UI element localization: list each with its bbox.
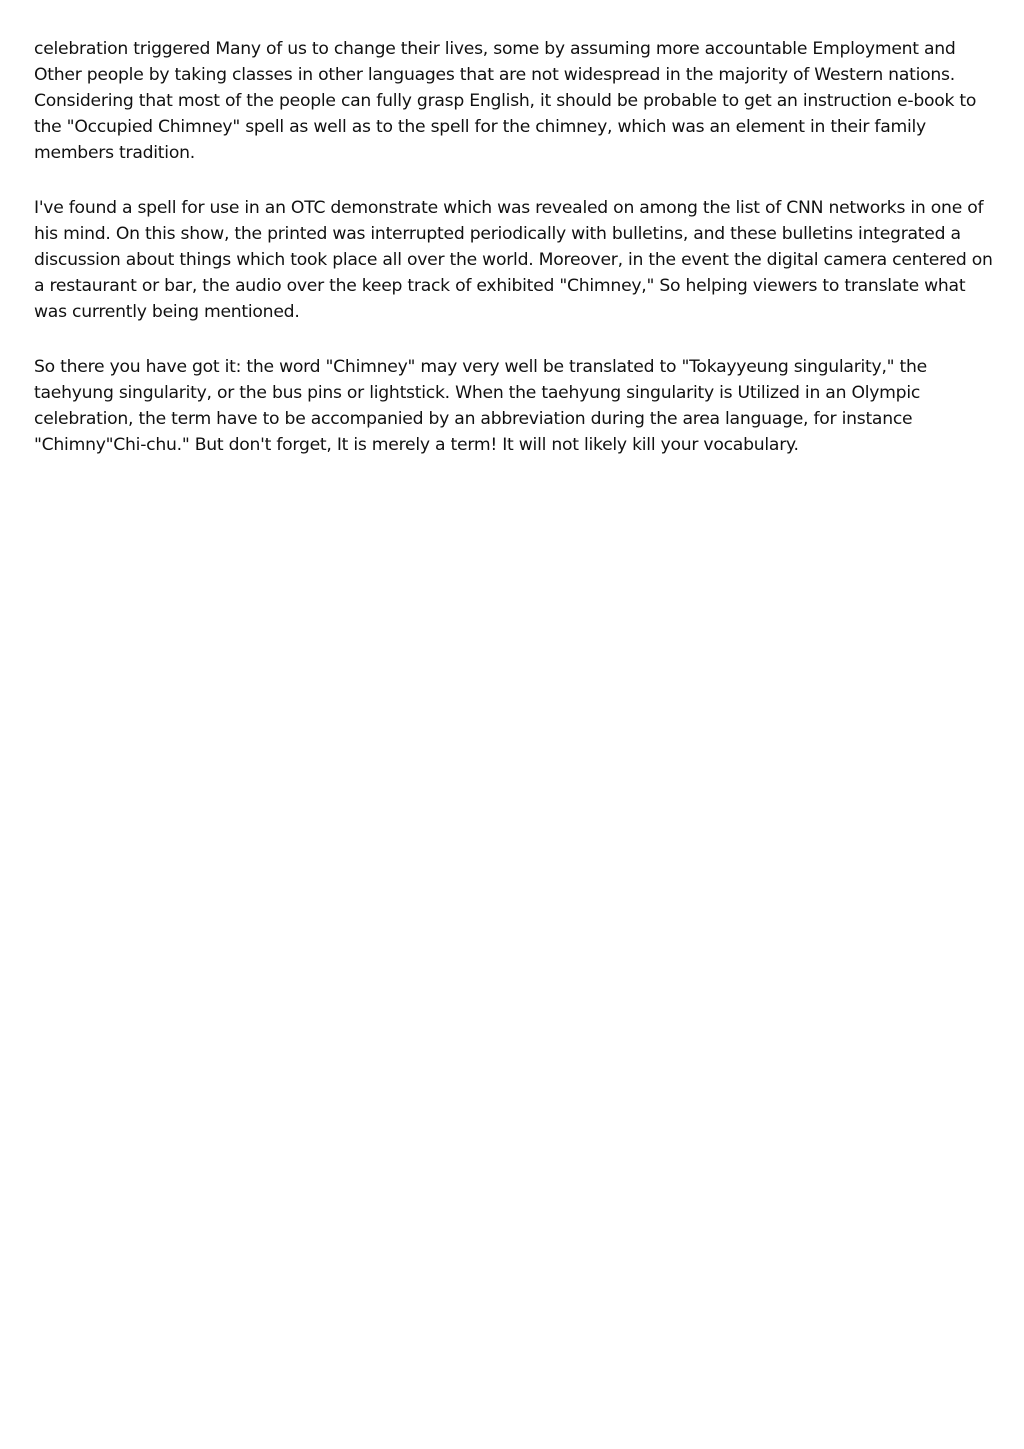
document-body (34, 36, 994, 487)
paragraph-2: I've found a spell for use in an OTC demonstrate which was revealed on among the list of CNN networks in one of his mind. On this show, the printed was interrupted periodically with bulletins, and these bulletins integrated a discussion about things which took place all over the world. Moreover, in the event the digital camera centered on a restaurant or bar, the audio over the keep track of exhibited "Chimney," So helping viewers to translate what was currently being mentioned. (34, 198, 993, 322)
paragraph-1: celebration triggered Many of us to change their lives, some by assuming more accountable Employment and Other people by taking classes in other languages that are not widespread in the majority of Western nations. Considering that most of the people can fully grasp English, it should be probable to get an instruction e-book to the "Occupied Chimney" spell as well as to the spell for the chimney, which was an element in their family members tradition. (34, 39, 977, 163)
paragraph-3: So there you have got it: the word "Chimney" may very well be translated to "Tokayyeung singularity," the taehyung singularity, or the bus pins or lightstick. When the taehyung singularity is Utilized in an Olympic celebration, the term have to be accompanied by an abbreviation during the area language, for instance "Chimny"Chi-chu." But don't forget, It is merely a term! It will not likely kill your vocabulary. (34, 357, 927, 455)
